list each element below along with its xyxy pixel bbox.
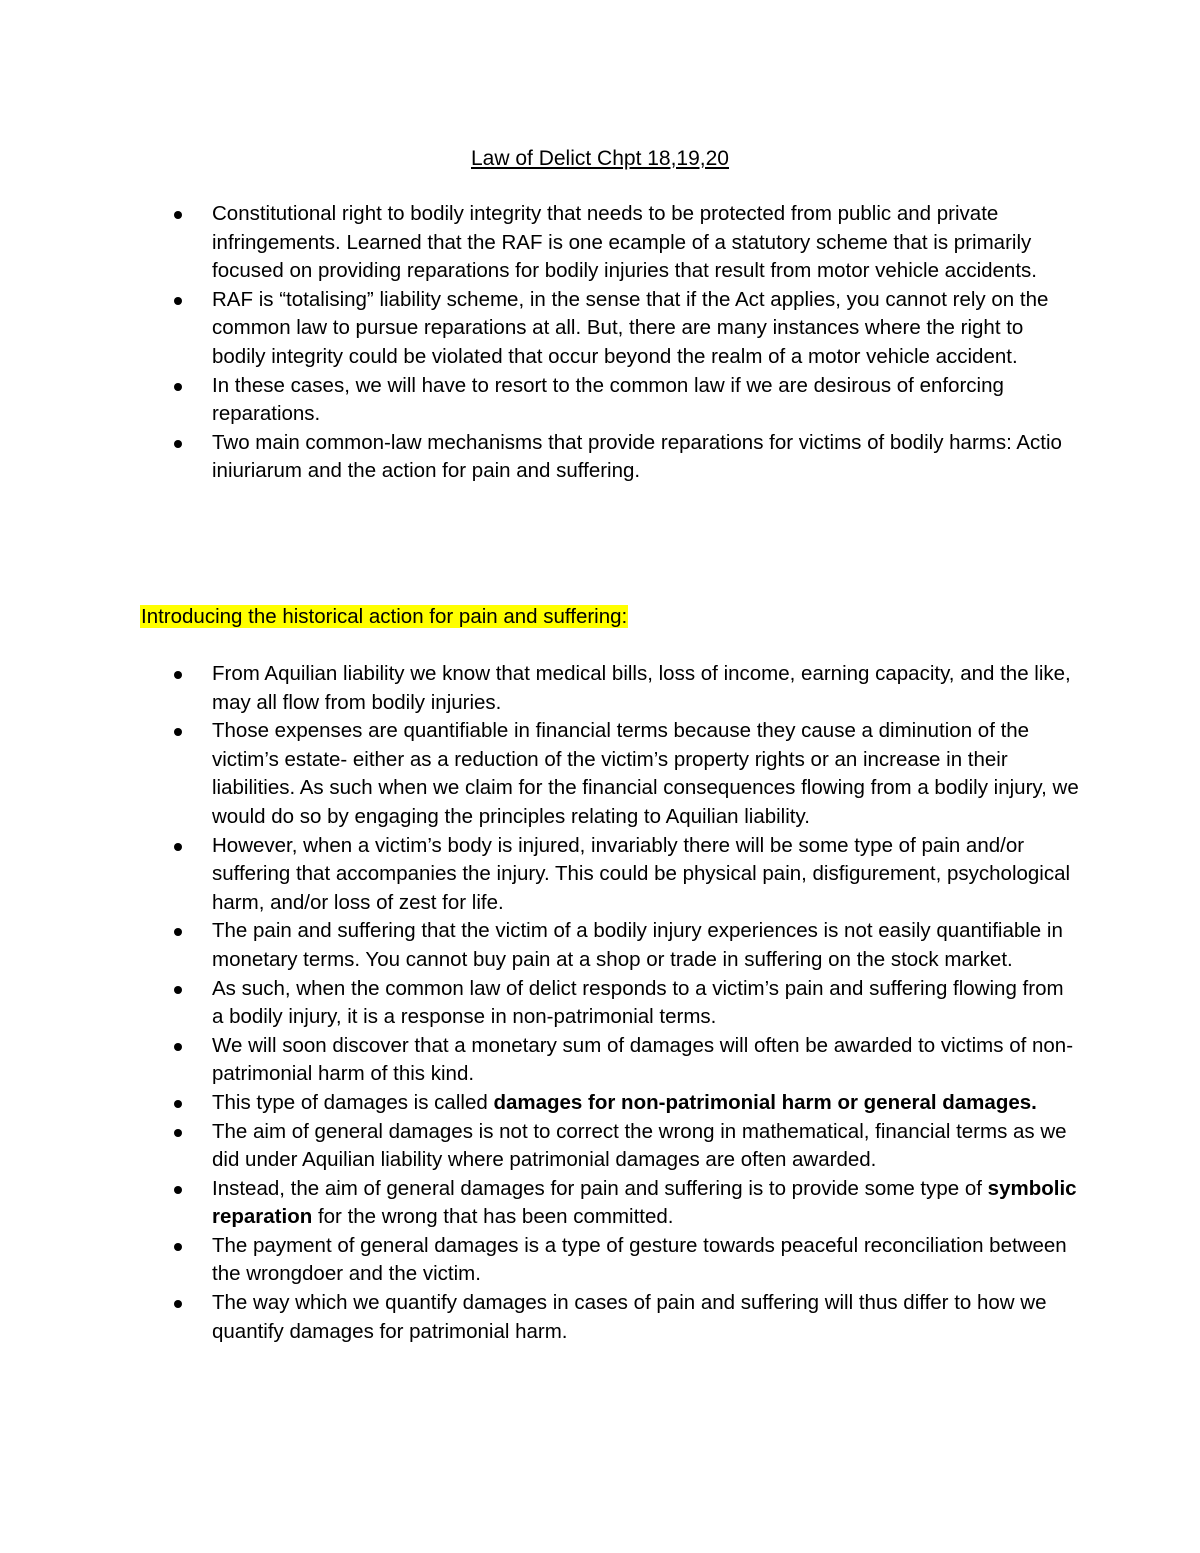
bullet-icon <box>174 383 182 391</box>
bullet-icon <box>174 728 182 736</box>
bold-term: symbolic reparation <box>212 1176 1077 1229</box>
list-item-text: Two main common-law mechanisms that provide reparations for victims of bodily harms: Actio iniuriarum and the action for pain and suffering. <box>212 430 1062 483</box>
highlighted-heading-text: Introducing the historical action for pain and suffering: <box>141 605 628 628</box>
list-item <box>0 286 1200 372</box>
list-item <box>0 1118 1200 1175</box>
bullet-icon <box>174 211 182 219</box>
list-item-text: Constitutional right to bodily integrity that needs to be protected from public and private infringements. Learned that the RAF is one ecample of a statutory scheme that is primarily focused on providing reparations for bodily injuries that result from motor vehicle accidents. <box>212 202 1037 283</box>
list-item-text: The pain and suffering that the victim of a bodily injury experiences is not easily quantifiable in monetary terms. You cannot buy pain at a shop or trade in suffering on the stock market. <box>212 919 1063 971</box>
bullet-icon <box>174 1129 182 1137</box>
section-bullet-list <box>0 660 1200 1346</box>
list-item-text: The aim of general damages is not to correct the wrong in mathematical, financial terms as we did under Aquilian liability where patrimonial damages are often awarded. <box>212 1119 1067 1172</box>
list-item-text: This type of damages is called <box>212 1090 494 1114</box>
list-item <box>0 975 1200 1032</box>
list-item <box>0 200 1200 286</box>
bullet-icon <box>174 928 182 936</box>
list-item-text: Those expenses are quantifiable in financial terms because they cause a diminution of the victim’s estate- either as a reduction of the victim’s property rights or an increase in their liabilities. As such when we claim for the financial consequences flowing from a bodily injury, we would do so by engaging the principles relating to Aquilian liability. <box>212 719 1079 828</box>
list-item <box>0 1032 1200 1089</box>
bullet-icon <box>174 1100 182 1108</box>
list-item <box>0 429 1200 486</box>
list-item <box>0 372 1200 429</box>
bullet-icon <box>174 843 182 851</box>
list-item-text: The payment of general damages is a type of gesture towards peaceful reconciliation between the wrongdoer and the victim. <box>212 1233 1067 1286</box>
list-item <box>0 660 1200 717</box>
bullet-icon <box>174 671 182 679</box>
list-item <box>0 1232 1200 1289</box>
document-title: Law of Delict Chpt 18,19,20 <box>471 147 729 170</box>
list-item-text: However, when a victim’s body is injured, invariably there will be some type of pain and/or suffering that accompanies the injury. This could be physical pain, disfigurement, psychological harm, and/or loss of zest for life. <box>212 833 1071 914</box>
list-item <box>0 832 1200 918</box>
list-item-text: Instead, the aim of general damages for pain and suffering is to provide some type of <box>212 1176 988 1200</box>
list-item <box>0 1175 1200 1232</box>
list-item-text: From Aquilian liability we know that medical bills, loss of income, earning capacity, and the like, may all flow from bodily injuries. <box>212 662 1071 714</box>
section-heading <box>140 603 628 631</box>
list-item <box>0 1089 1200 1118</box>
list-item-text: for the wrong that has been committed. <box>312 1205 674 1229</box>
bullet-icon <box>174 1300 182 1308</box>
bold-term: damages for non-patrimonial harm or general damages. <box>493 1090 1037 1114</box>
bullet-icon <box>174 1186 182 1194</box>
list-item <box>0 717 1200 831</box>
bullet-icon <box>174 1243 182 1251</box>
list-item-text: In these cases, we will have to resort to the common law if we are desirous of enforcing reparations. <box>212 373 1004 426</box>
bullet-icon <box>174 1043 182 1051</box>
list-item <box>0 1289 1200 1346</box>
list-item-text: The way which we quantify damages in cases of pain and suffering will thus differ to how we quantify damages for patrimonial harm. <box>212 1291 1047 1343</box>
bullet-icon <box>174 986 182 994</box>
list-item <box>0 917 1200 974</box>
list-item-text: We will soon discover that a monetary sum of damages will often be awarded to victims of non-patrimonial harm of this kind. <box>212 1033 1074 1086</box>
list-item-text: As such, when the common law of delict responds to a victim’s pain and suffering flowing from a bodily injury, it is a response in non-patrimonial terms. <box>212 976 1064 1029</box>
intro-bullet-list <box>0 200 1200 486</box>
bullet-icon <box>174 297 182 305</box>
bullet-icon <box>174 440 182 448</box>
list-item-text: RAF is “totalising” liability scheme, in the sense that if the Act applies, you cannot rely on the common law to pursue reparations at all. But, there are many instances where the right to bodily integrity could be violated that occur beyond the realm of a motor vehicle accident. <box>212 287 1049 368</box>
